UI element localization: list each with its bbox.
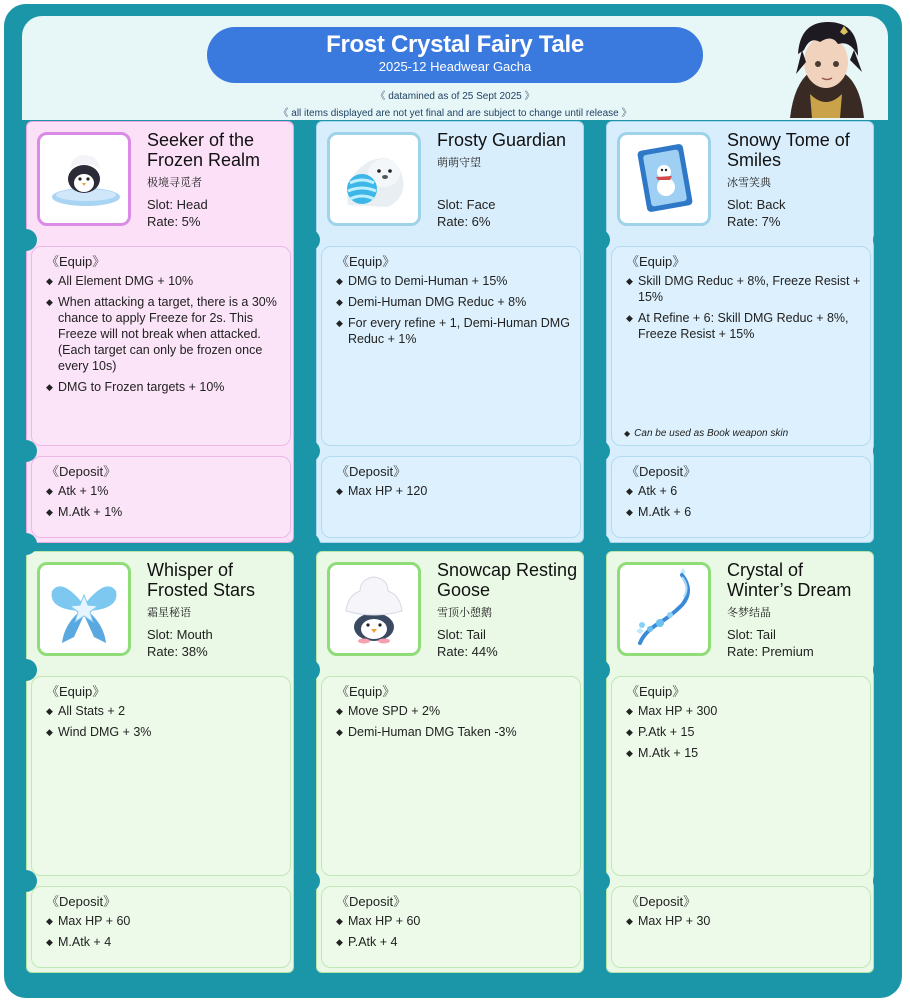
deposit-label: 《Deposit》 bbox=[336, 464, 407, 479]
equip-effect: ◆ M.Atk + 15 bbox=[626, 745, 862, 761]
item-name-cn: 霜星秘语 bbox=[147, 607, 191, 619]
equip-effect: ◆ When attacking a target, there is a 30% chance to apply Freeze for 2s. This Freeze will not break when attacked. (Each target can only be frozen once every 10s) bbox=[46, 294, 282, 374]
deposit-effect: ◆ Max HP + 60 bbox=[336, 913, 572, 929]
equip-label: 《Equip》 bbox=[46, 254, 106, 269]
deposit-section bbox=[321, 886, 581, 968]
equip-effect: ◆ Demi-Human DMG Taken -3% bbox=[336, 724, 572, 740]
title-banner bbox=[207, 27, 703, 83]
equip-effect: ◆ Max HP + 300 bbox=[626, 703, 862, 719]
deposit-section bbox=[611, 456, 871, 538]
item-card-frosty-guardian bbox=[316, 121, 584, 543]
equip-effect: ◆ P.Atk + 15 bbox=[626, 724, 862, 740]
item-thumbnail bbox=[617, 132, 711, 226]
page-subtitle: 2025-12 Headwear Gacha bbox=[378, 59, 532, 74]
equip-effect: ◆ All Stats + 2 bbox=[46, 703, 282, 719]
notch-dot bbox=[873, 533, 895, 555]
notch-dot bbox=[15, 870, 37, 892]
deposit-label: 《Deposit》 bbox=[626, 894, 697, 909]
item-name: Snowcap Resting Goose bbox=[437, 560, 578, 600]
item-card-snowcap-goose bbox=[316, 551, 584, 973]
star-bow-icon bbox=[40, 565, 128, 653]
deposit-effect: ◆ M.Atk + 6 bbox=[626, 504, 862, 520]
deposit-section bbox=[31, 456, 291, 538]
item-name-cn: 雪顶小憩鹅 bbox=[437, 607, 492, 619]
item-card-crystal-dream bbox=[606, 551, 874, 973]
deposit-section bbox=[611, 886, 871, 968]
deposit-label: 《Deposit》 bbox=[46, 894, 117, 909]
equip-label: 《Equip》 bbox=[46, 684, 106, 699]
notch-dot bbox=[15, 229, 37, 251]
notch-dot bbox=[298, 659, 320, 681]
item-thumbnail bbox=[37, 132, 131, 226]
item-rate: Rate: Premium bbox=[727, 644, 814, 659]
equip-label: 《Equip》 bbox=[336, 254, 396, 269]
deposit-label: 《Deposit》 bbox=[336, 894, 407, 909]
item-name-cn: 冬梦结晶 bbox=[727, 607, 771, 619]
crystal-branch-icon bbox=[620, 565, 708, 653]
item-name: Frosty Guardian bbox=[437, 130, 567, 150]
item-thumbnail bbox=[327, 562, 421, 656]
item-slot: Slot: Face bbox=[437, 197, 496, 212]
item-rate: Rate: 5% bbox=[147, 214, 201, 229]
item-slot: Slot: Back bbox=[727, 197, 786, 212]
item-card-whisper bbox=[26, 551, 294, 973]
deposit-effect: ◆ M.Atk + 1% bbox=[46, 504, 282, 520]
equip-label: 《Equip》 bbox=[626, 254, 686, 269]
deposit-effect: ◆ Max HP + 30 bbox=[626, 913, 862, 929]
equip-section bbox=[611, 676, 871, 876]
deposit-effect: ◆ P.Atk + 4 bbox=[336, 934, 572, 950]
deposit-section bbox=[31, 886, 291, 968]
equip-effect: ◆ DMG to Demi-Human + 15% bbox=[336, 273, 572, 289]
item-name: Whisper of Frosted Stars bbox=[147, 560, 256, 600]
disclaimer-note: 《 all items displayed are not yet final and are subject to change until release 》 bbox=[278, 108, 632, 119]
diamond-bullet-icon: ◆ bbox=[624, 429, 631, 438]
equip-label: 《Equip》 bbox=[336, 684, 396, 699]
item-name: Seeker of the Frozen Realm bbox=[147, 130, 261, 170]
equip-effect: ◆ Demi-Human DMG Reduc + 8% bbox=[336, 294, 572, 310]
notch-dot bbox=[15, 533, 37, 555]
deposit-effect: ◆ Atk + 6 bbox=[626, 483, 862, 499]
equip-section bbox=[31, 246, 291, 446]
notch-dot bbox=[588, 659, 610, 681]
equip-effect: ◆ Skill DMG Reduc + 8%, Freeze Resist + 15% bbox=[626, 273, 862, 305]
equip-effect: ◆ At Refine + 6: Skill DMG Reduc + 8%, Freeze Resist + 15% bbox=[626, 310, 862, 342]
notch-dot bbox=[588, 533, 610, 555]
notch-dot bbox=[15, 440, 37, 462]
item-card-seeker bbox=[26, 121, 294, 543]
notch-dot bbox=[588, 440, 610, 462]
item-slot: Slot: Mouth bbox=[147, 627, 213, 642]
equip-effect: ◆ Wind DMG + 3% bbox=[46, 724, 282, 740]
equip-section bbox=[321, 246, 581, 446]
item-rate: Rate: 7% bbox=[727, 214, 781, 229]
snowcap-goose-icon bbox=[330, 565, 418, 653]
equip-effect: ◆ Move SPD + 2% bbox=[336, 703, 572, 719]
item-name: Crystal of Winter’s Dream bbox=[727, 560, 852, 600]
equip-effect: ◆ For every refine + 1, Demi-Human DMG Reduc + 1% bbox=[336, 315, 572, 347]
deposit-effect: ◆ Max HP + 120 bbox=[336, 483, 572, 499]
datamined-note: 《 datamined as of 25 Sept 2025 》 bbox=[375, 91, 535, 102]
snowman-book-icon bbox=[620, 135, 708, 223]
notch-dot bbox=[873, 659, 895, 681]
equip-label: 《Equip》 bbox=[626, 684, 686, 699]
item-rate: Rate: 44% bbox=[437, 644, 498, 659]
item-name: Snowy Tome of Smiles bbox=[727, 130, 850, 170]
deposit-effect: ◆ Max HP + 60 bbox=[46, 913, 282, 929]
item-slot: Slot: Tail bbox=[437, 627, 486, 642]
deposit-section bbox=[321, 456, 581, 538]
notch-dot bbox=[873, 440, 895, 462]
notch-dot bbox=[588, 229, 610, 251]
character-avatar bbox=[780, 14, 872, 118]
deposit-label: 《Deposit》 bbox=[626, 464, 697, 479]
item-name-cn: 冰雪笑典 bbox=[727, 177, 771, 189]
item-name-cn: 萌萌守望 bbox=[437, 157, 481, 169]
notch-dot bbox=[298, 229, 320, 251]
equip-section bbox=[611, 246, 871, 446]
notch-dot bbox=[588, 870, 610, 892]
deposit-effect: ◆ Atk + 1% bbox=[46, 483, 282, 499]
notch-dot bbox=[298, 870, 320, 892]
item-thumbnail bbox=[617, 562, 711, 656]
item-thumbnail bbox=[37, 562, 131, 656]
deposit-label: 《Deposit》 bbox=[46, 464, 117, 479]
equip-effect: ◆ All Element DMG + 10% bbox=[46, 273, 282, 289]
item-thumbnail bbox=[327, 132, 421, 226]
item-name-cn: 极境寻觅者 bbox=[147, 177, 202, 189]
item-slot: Slot: Head bbox=[147, 197, 208, 212]
notch-dot bbox=[873, 229, 895, 251]
equip-section bbox=[31, 676, 291, 876]
item-rate: Rate: 38% bbox=[147, 644, 208, 659]
notch-dot bbox=[298, 533, 320, 555]
page-title: Frost Crystal Fairy Tale bbox=[326, 31, 584, 58]
seal-with-ball-icon bbox=[330, 135, 418, 223]
item-card-snowy-tome bbox=[606, 121, 874, 543]
item-slot: Slot: Tail bbox=[727, 627, 776, 642]
notch-dot bbox=[15, 659, 37, 681]
item-note: ◆ Can be used as Book weapon skin bbox=[624, 428, 789, 439]
deposit-effect: ◆ M.Atk + 4 bbox=[46, 934, 282, 950]
notch-dot bbox=[298, 440, 320, 462]
equip-section bbox=[321, 676, 581, 876]
notch-dot bbox=[873, 870, 895, 892]
penguin-hat-icon bbox=[40, 135, 128, 223]
item-rate: Rate: 6% bbox=[437, 214, 491, 229]
equip-effect: ◆ DMG to Frozen targets + 10% bbox=[46, 379, 282, 395]
